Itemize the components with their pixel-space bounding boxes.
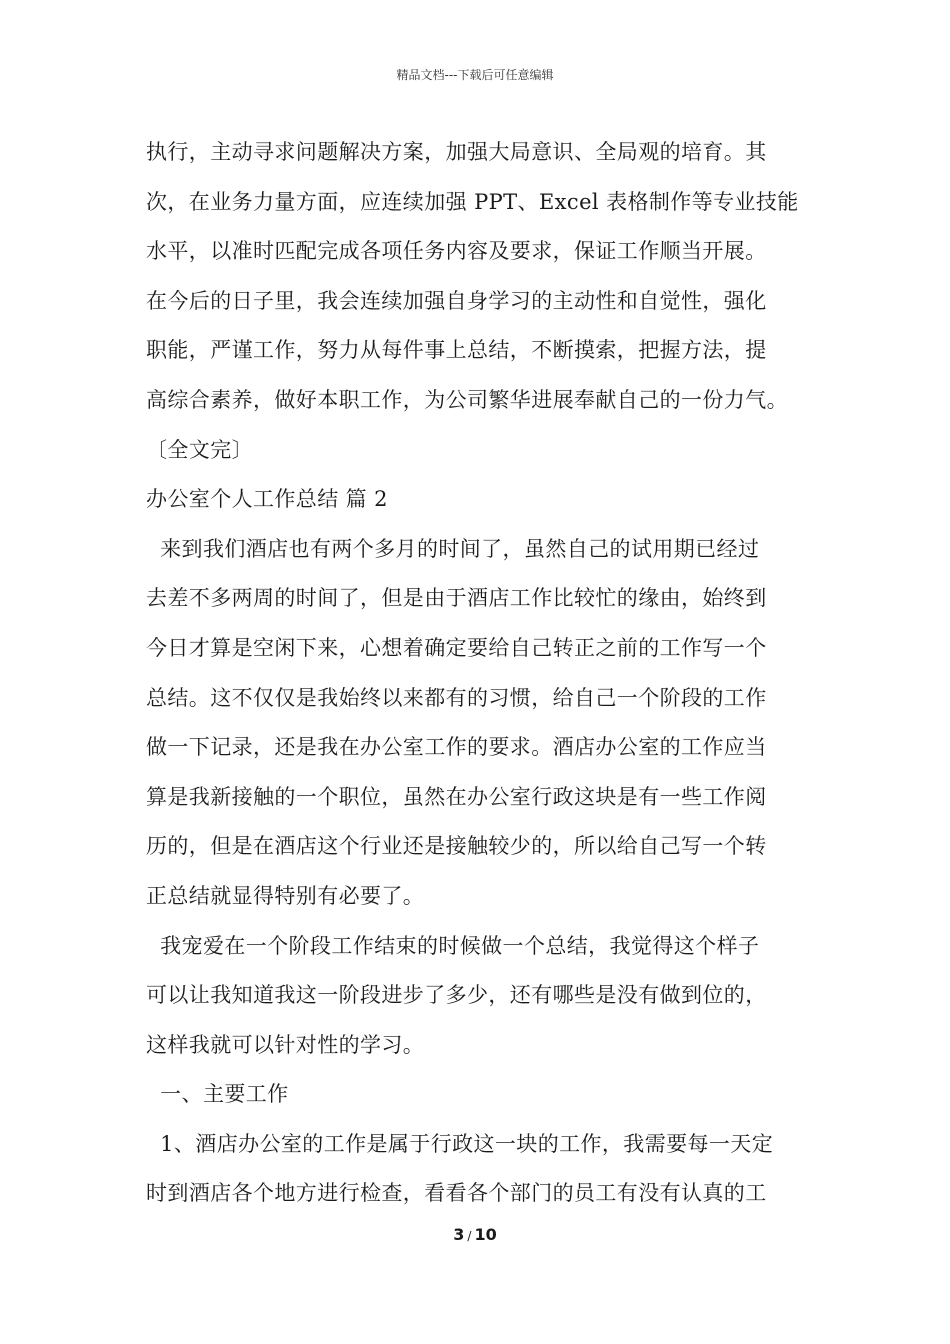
body-line: 高综合素养，做好本职工作，为公司繁华进展奉献自己的一份力气。 [146, 387, 788, 412]
body-line: 这样我就可以针对性的学习。 [146, 1032, 425, 1057]
body-line: 来到我们酒店也有两个多月的时间了，虽然自己的试用期已经过 [146, 536, 760, 561]
document-body [146, 128, 818, 1219]
body-line: 1、酒店办公室的工作是属于行政这一块的工作，我需要每一天定 [146, 1131, 774, 1156]
section-title: 办公室个人工作总结 篇 2 [146, 487, 388, 512]
page-separator: / [467, 1229, 472, 1243]
body-line: 正总结就显得特别有必要了。 [146, 883, 425, 908]
body-line: 水平，以准时匹配完成各项任务内容及要求，保证工作顺当开展。 [146, 239, 767, 264]
body-line: 在今后的日子里，我会连续加强自身学习的主动性和自觉性，强化 [146, 288, 767, 313]
body-line: 可以让我知道我这一阶段进步了多少，还有哪些是没有做到位的， [146, 983, 767, 1008]
body-line: 历的，但是在酒店这个行业还是接触较少的，所以给自己写一个转 [146, 834, 767, 859]
end-mark: 〔全文完〕 [146, 437, 253, 462]
page-number [0, 1225, 950, 1244]
body-line: 执行，主动寻求问题解决方案，加强大局意识、全局观的培育。其 [146, 140, 767, 164]
body-line: 总结。这不仅仅是我始终以来都有的习惯，给自己一个阶段的工作 [146, 685, 767, 710]
page-header: 精品文档---下载后可任意编辑 [396, 68, 554, 82]
body-line: 今日才算是空闲下来，心想着确定要给自己转正之前的工作写一个 [146, 635, 767, 660]
body-line: 次，在业务力量方面，应连续加强 PPT、Excel 表格制作等专业技能 [146, 189, 799, 214]
body-line: 时到酒店各个地方进行检查，看看各个部门的员工有没有认真的工 [146, 1181, 767, 1206]
body-line: 职能，严谨工作，努力从每件事上总结，不断摸索，把握方法，提 [146, 338, 767, 363]
subsection-heading: 一、主要工作 [146, 1082, 289, 1107]
body-line: 做一下记录，还是我在办公室工作的要求。酒店办公室的工作应当 [146, 735, 767, 760]
body-line: 算是我新接触的一个职位，虽然在办公室行政这块是有一些工作阅 [146, 784, 767, 809]
body-line: 我宠爱在一个阶段工作结束的时候做一个总结，我觉得这个样子 [146, 933, 760, 958]
total-page-count: 10 [474, 1225, 497, 1244]
body-line: 去差不多两周的时间了，但是由于酒店工作比较忙的缘由，始终到 [146, 586, 767, 611]
current-page-number: 3 [453, 1225, 465, 1244]
